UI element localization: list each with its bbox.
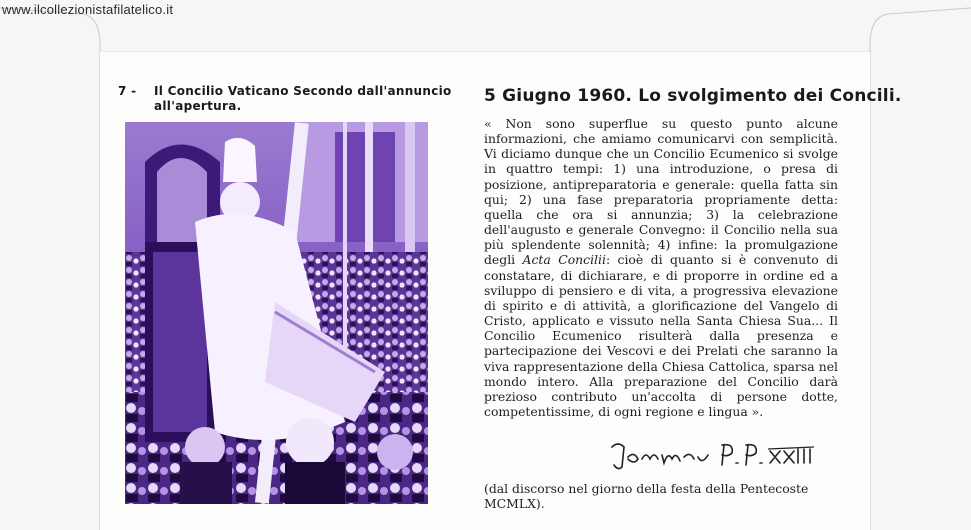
pope-photo <box>125 122 428 504</box>
speech-text-italic: Acta Concilii <box>522 252 606 268</box>
document-title: 5 Giugno 1960. Lo svolgimento dei Concili. <box>484 86 902 106</box>
speech-source: (dal discorso nel giorno della festa della Pentecoste MCMLX). <box>484 481 809 511</box>
papal-signature <box>608 437 838 471</box>
speech-text-part-1: « Non sono superflue su questo punto alcune informazioni, che amiamo comunicarvi con semplicità. Vi diciamo dunque che un Concilio Ecumenico si svolge in quattro tempi: 1) una introduzione, o presa di posizione, antipreparatoria e generale: quella fatta sin qui; 2) una fase preparatoria propriamente detta: quella che ora si annunzia; 3) la celebrazione dell'augusto e generale Convegno: il Concilio nella sua più splendente solennità; 4) infine: la promulgazione degli <box>484 116 838 268</box>
card-caption-text: Il Concilio Vaticano Secondo dall'annuncio all'apertura. <box>154 84 452 113</box>
pope-photo-illustration <box>125 122 428 504</box>
speech-paragraph <box>484 116 838 419</box>
speech-text <box>484 116 838 419</box>
card-number: 7 - <box>118 84 137 98</box>
site-watermark: www.ilcollezionistafilatelico.it <box>2 2 174 17</box>
signature-handwriting <box>608 437 838 471</box>
speech-text-part-2: : cioè di quanto si è convenuto di constatare, di dichiarare, e di proporre in ordine ed a sviluppo di pensiero e di vita, a progressiva elevazione di spirito e di attività, a glorificazione del Vangelo di Cristo, applicato e vissuto nella Santa Chiesa Sua... Il Concilio Ecumenico risulterà dalla presenza e partecipazione dei Vescovi e dei Prelati che saranno la viva rappresentazione della Chiesa Cattolica, sparsa nel mondo intero. Alla preparazione del Concilio darà prezioso contributo un'accolta di persone dotte, competentissime, di ogni regione e lingua ». <box>484 252 839 419</box>
